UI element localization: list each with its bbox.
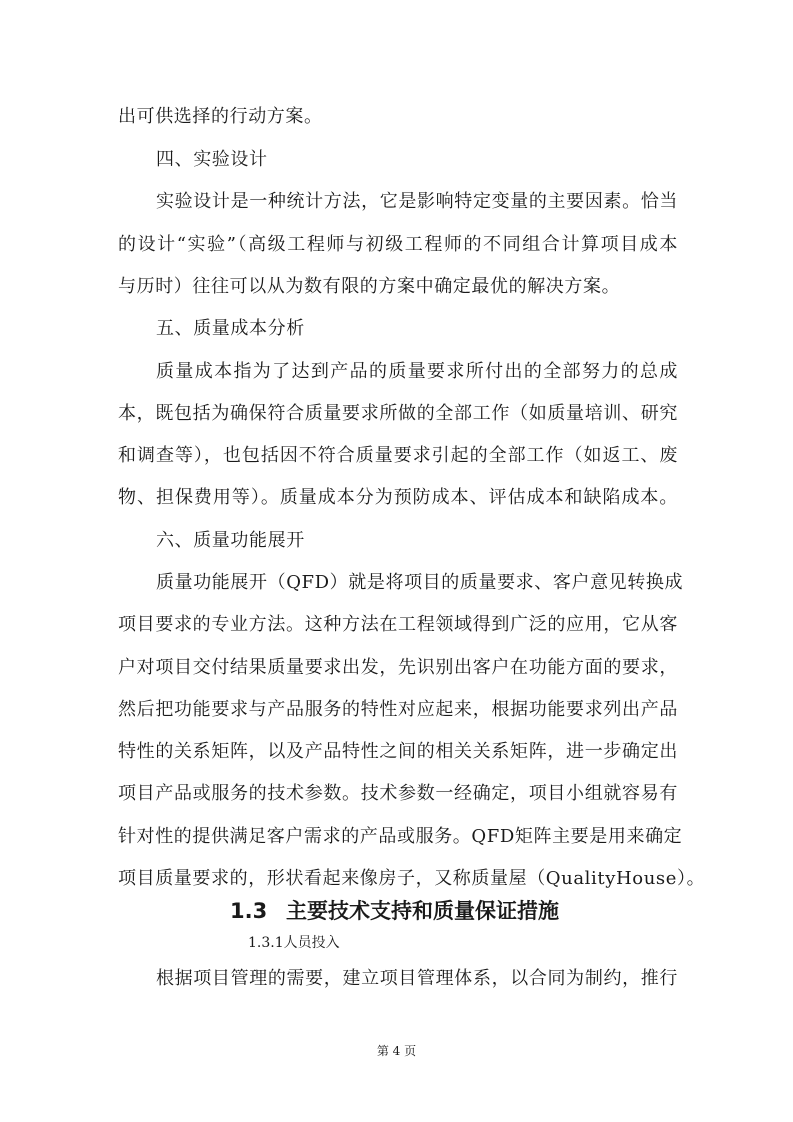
text-line-9: 和调查等），也包括因不符合质量要求引起的全部工作（如返工、废 xyxy=(118,445,678,466)
text-line-14: 户对项目交付结果质量要求出发，先识别出客户在功能方面的要求， xyxy=(118,657,678,678)
text-line-17: 项目产品或服务的技术参数。技术参数一经确定，项目小组就容易有 xyxy=(118,783,678,804)
text-line-16: 特性的关系矩阵，以及产品特性之间的相关关系矩阵，进一步确定出 xyxy=(118,741,678,762)
page-number-footer: 第 4 页 xyxy=(376,1044,417,1058)
text-line-12: 质量功能展开（QFD）就是将项目的质量要求、客户意见转换成 xyxy=(156,572,684,593)
section-title-experiment-design: 四、实验设计 xyxy=(156,149,268,170)
text-line-7: 质量成本指为了达到产品的质量要求所付出的全部努力的总成 xyxy=(156,361,678,382)
text-line-3: 实验设计是一种统计方法，它是影响特定变量的主要因素。恰当 xyxy=(156,191,678,212)
text-line-18: 针对性的提供满足客户需求的产品或服务。QFD矩阵主要是用来确定 xyxy=(118,826,683,847)
text-line-10: 物、担保费用等）。质量成本分为预防成本、评估成本和缺陷成本。 xyxy=(118,487,678,508)
text-line-5: 与历时）往往可以从为数有限的方案中确定最优的解决方案。 xyxy=(118,276,621,297)
section-number: 1.3 xyxy=(230,899,268,923)
text-line-19: 项目质量要求的，形状看起来像房子，又称质量屋（QualityHouse）。 xyxy=(118,868,706,889)
text-line-1: 出可供选择的行动方案。 xyxy=(118,106,323,127)
section-heading xyxy=(230,897,650,925)
text-line-15: 然后把功能要求与产品服务的特性对应起来，根据功能要求列出产品 xyxy=(118,699,678,720)
section-heading-title: 主要技术支持和质量保证措施 xyxy=(286,899,559,923)
section-title-qfd: 六、质量功能展开 xyxy=(156,530,305,551)
section-title-quality-cost: 五、质量成本分析 xyxy=(156,318,305,339)
subsection-heading: 1.3.1人员投入 xyxy=(248,935,340,951)
text-line-last: 根据项目管理的需要，建立项目管理体系，以合同为制约，推行 xyxy=(156,968,678,989)
text-line-4: 的设计“实验”（高级工程师与初级工程师的不同组合计算项目成本 xyxy=(118,234,678,255)
text-line-13: 项目要求的专业方法。这种方法在工程领域得到广泛的应用，它从客 xyxy=(118,614,678,635)
text-line-8: 本，既包括为确保符合质量要求所做的全部工作（如质量培训、研究 xyxy=(118,403,678,424)
